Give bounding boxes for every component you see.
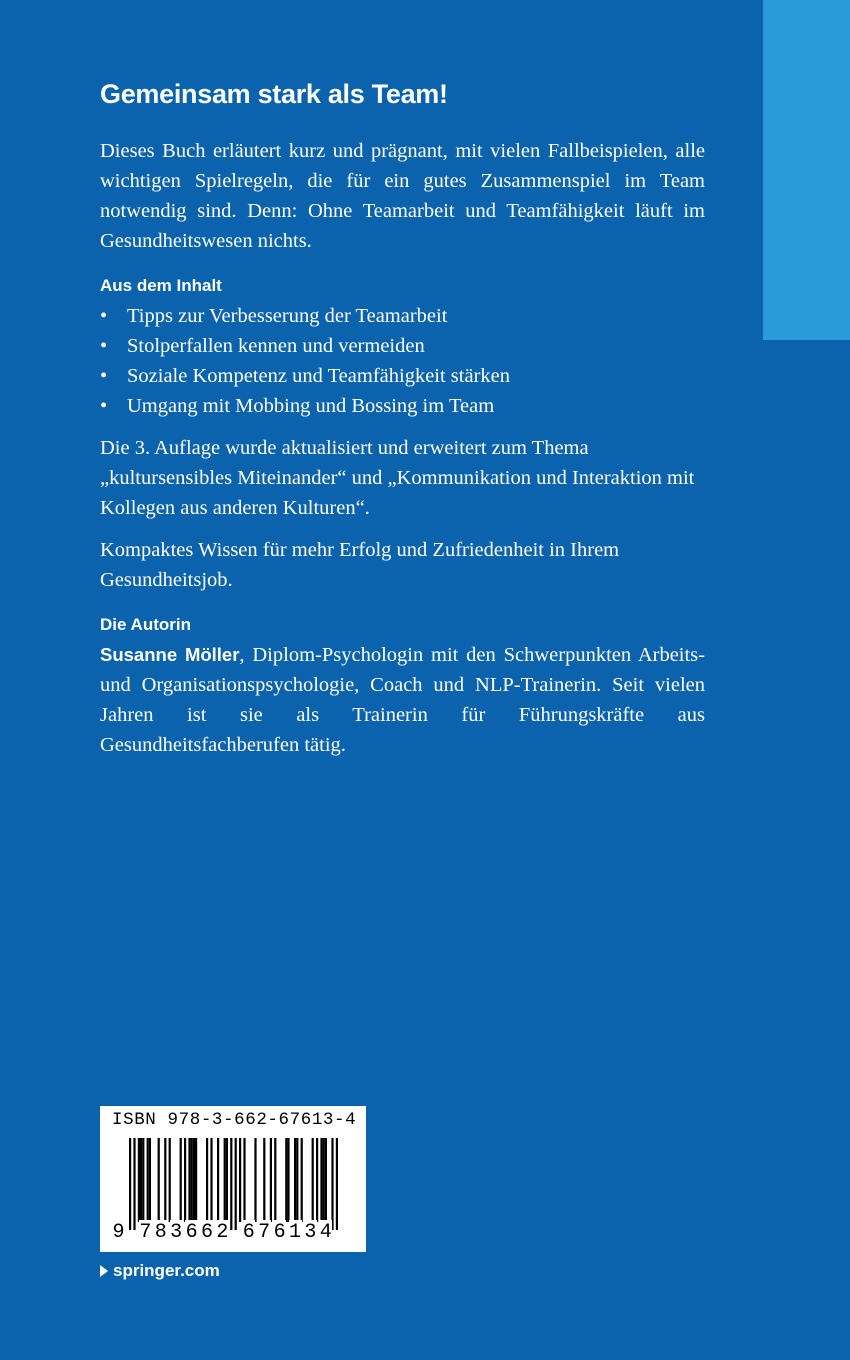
barcode-bar (301, 1138, 303, 1222)
barcode-digit: 3 (304, 1221, 317, 1244)
barcode-bar (239, 1138, 241, 1222)
bullet-icon: • (100, 335, 108, 357)
barcode-bar (180, 1138, 182, 1222)
list-item: • Tipps zur Verbesserung der Teamarbeit (100, 301, 705, 331)
barcode-bar (142, 1138, 144, 1222)
barcode-digit: 6 (200, 1221, 213, 1244)
barcode-digits (100, 1220, 366, 1246)
isbn-barcode (100, 1106, 366, 1252)
barcode-bar (133, 1138, 135, 1230)
bullet-icon: • (100, 365, 108, 387)
barcode-bar (149, 1138, 151, 1222)
barcode-bar (294, 1138, 296, 1222)
barcode-bar (158, 1138, 160, 1222)
barcode-bar (164, 1138, 166, 1222)
barcode-bar (191, 1138, 193, 1222)
accent-strip (763, 0, 850, 340)
barcode-digit: 6 (242, 1221, 255, 1244)
barcode-bar (140, 1138, 142, 1222)
list-item: • Umgang mit Mobbing und Bossing im Team (100, 391, 705, 421)
barcode-digit: 6 (273, 1221, 286, 1244)
barcode-bar (193, 1138, 195, 1222)
barcode-bar (296, 1138, 298, 1222)
barcode-bar (323, 1138, 325, 1222)
barcode-bar (325, 1138, 327, 1222)
barcode-bar (320, 1138, 322, 1222)
author-bio: , Diplom-Psychologin mit den Schwerpunkten Arbeits- und Organisationspsychologie, Coach und NLP-Trainerin. Seit vielen Jahren ist sie als Trainerin für Führungskräfte aus Gesundheitsfachberufen tätig. (100, 644, 705, 756)
bullet-icon: • (100, 305, 108, 327)
barcode-digit: 8 (154, 1221, 167, 1244)
barcode-digit: 4 (319, 1221, 332, 1244)
barcode-bar (274, 1138, 276, 1222)
barcode-bar (188, 1138, 190, 1222)
barcode-bars (100, 1136, 366, 1232)
barcode-digit: 7 (139, 1221, 152, 1244)
barcode-bar (206, 1138, 208, 1222)
barcode-digit: 6 (185, 1221, 198, 1244)
barcode-bar (243, 1138, 245, 1222)
tagline: Kompaktes Wissen für mehr Erfolg und Zufriedenheit in Ihrem Gesundheitsjob. (100, 539, 620, 591)
publisher-link[interactable] (100, 1259, 220, 1283)
back-cover-text (100, 74, 705, 760)
barcode-bar (336, 1138, 338, 1230)
author-heading: Die Autorin (100, 615, 191, 634)
barcode-bar (184, 1138, 186, 1222)
barcode-bar (287, 1138, 289, 1222)
barcode-bar (217, 1138, 219, 1222)
barcode-bar (138, 1138, 140, 1222)
barcode-bar (331, 1138, 333, 1230)
barcode-digit: 7 (258, 1221, 271, 1244)
cover-title: Gemeinsam stark als Team! (100, 79, 448, 109)
barcode-bar (285, 1138, 287, 1222)
contents-heading: Aus dem Inhalt (100, 276, 222, 295)
intro-paragraph: Dieses Buch erläutert kurz und prägnant, mit vielen Fallbeispielen, alle wichtigen Spielregeln, die für ein gutes Zusammenspiel im Team notwendig sind. Denn: Ohne Teamarbeit und Teamfähigkeit läuft im Gesundheitswesen nichts. (100, 140, 705, 252)
barcode-bar (316, 1138, 318, 1222)
list-item: • Soziale Kompetenz und Teamfähigkeit stärken (100, 361, 705, 391)
barcode-bar (224, 1138, 226, 1222)
isbn-label: ISBN 978-3-662-67613-4 (112, 1110, 357, 1130)
barcode-bar (195, 1138, 197, 1222)
bullet-icon: • (100, 395, 108, 417)
author-name: Susanne Möller (100, 644, 240, 665)
arrow-right-icon (100, 1265, 108, 1277)
barcode-digit: 3 (170, 1221, 183, 1244)
barcode-bar (226, 1138, 228, 1222)
edition-note: Die 3. Auflage wurde aktualisiert und erweitert zum Thema „kultursensibles Miteinander“ und „Kommunikation und Interaktion mit Kollegen aus anderen Kulturen“. (100, 437, 695, 519)
barcode-bar (254, 1138, 256, 1222)
list-item: • Stolperfallen kennen und vermeiden (100, 331, 705, 361)
publisher-link-label: springer.com (113, 1261, 220, 1280)
barcode-bar (270, 1138, 272, 1222)
barcode-bar (210, 1138, 212, 1222)
barcode-bar (169, 1138, 171, 1222)
barcode-digit: 2 (216, 1221, 229, 1244)
author-bio-paragraph (100, 640, 705, 760)
barcode-bar (235, 1138, 237, 1230)
barcode-bar (147, 1138, 149, 1222)
barcode-digit: 1 (288, 1221, 301, 1244)
barcode-digit: 9 (112, 1221, 125, 1244)
barcode-bar (263, 1138, 265, 1222)
contents-list (100, 301, 705, 421)
barcode-bar (129, 1138, 131, 1230)
barcode-bar (230, 1138, 232, 1230)
barcode-bar (312, 1138, 314, 1222)
